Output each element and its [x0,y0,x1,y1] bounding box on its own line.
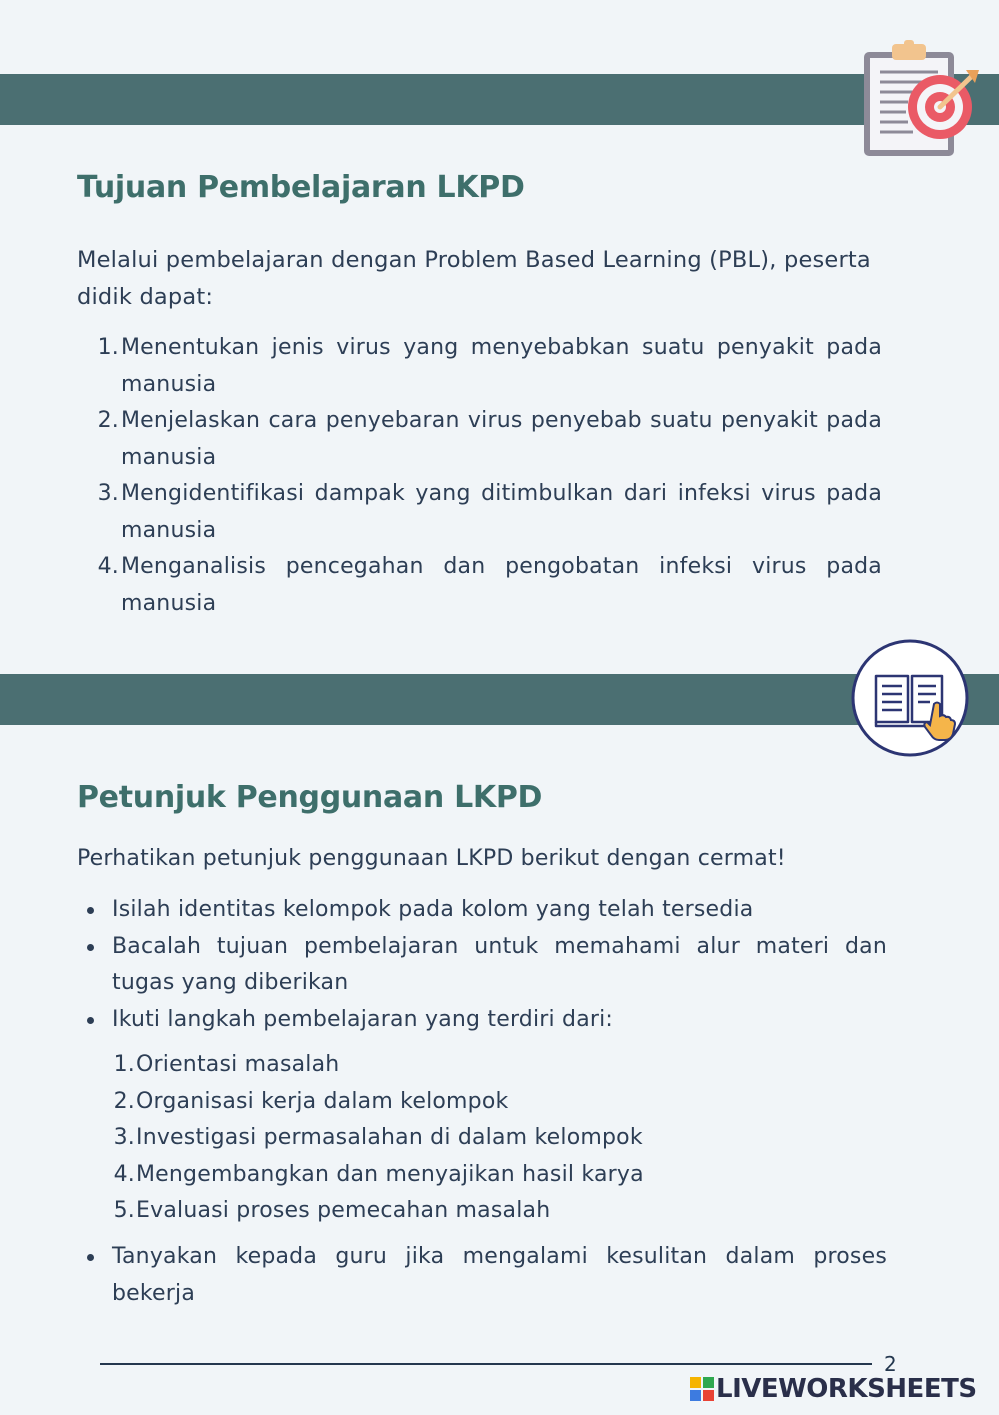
list-item: Tanyakan kepada guru jika mengalami kesulitan dalam proses bekerja [77,1239,887,1312]
bullet-icon [87,907,94,914]
list-item: 2. Organisasi kerja dalam kelompok [113,1088,509,1114]
list-item: Ikuti langkah pembelajaran yang terdiri dari: [77,1002,887,1039]
instructions-intro-text: Perhatikan petunjuk penggunaan LKPD berikut dengan cermat! [77,846,786,871]
section-heading-goals: Tujuan Pembelajaran LKPD [77,170,525,205]
list-item: Bacalah tujuan pembelajaran untuk memahami alur materi dan tugas yang diberikan [77,929,887,1002]
open-book-pointer-icon [850,638,970,758]
footer-divider [100,1363,872,1365]
bullet-icon [87,1017,94,1024]
goals-list [77,330,882,622]
list-item: 2. Menjelaskan cara penyebaran virus penyebab suatu penyakit pada manusia [97,408,882,470]
list-item: 4. Mengembangkan dan menyajikan hasil karya [113,1161,644,1187]
header-band-goals [0,74,999,125]
instructions-list-final [77,1239,887,1312]
list-item: 1. Orientasi masalah [113,1052,340,1077]
liveworksheets-mark-icon [690,1377,714,1401]
bullet-icon [87,1254,94,1261]
instructions-list [77,892,887,1038]
learning-steps-list [105,1047,644,1230]
list-item: Isilah identitas kelompok pada kolom yang telah tersedia [77,892,887,929]
clipboard-target-icon [858,40,983,160]
list-item: 3. Mengidentifikasi dampak yang ditimbulkan dari infeksi virus pada manusia [97,481,882,543]
list-item: 5. Evaluasi proses pemecahan masalah [113,1198,551,1224]
page-number: 2 [884,1352,897,1376]
list-item: 1. Menentukan jenis virus yang menyebabkan suatu penyakit pada manusia [97,335,882,397]
section-heading-instructions: Petunjuk Penggunaan LKPD [77,780,543,815]
list-item: 4. Menganalisis pencegahan dan pengobatan infeksi virus pada manusia [97,554,882,616]
brand-name: LIVEWORKSHEETS [716,1374,977,1404]
bullet-icon [87,944,94,951]
liveworksheets-logo[interactable] [690,1374,977,1404]
list-item: 3. Investigasi permasalahan di dalam kelompok [113,1125,643,1151]
goals-intro-text: Melalui pembelajaran dengan Problem Based Learning (PBL), peserta didik dapat: [77,247,871,310]
